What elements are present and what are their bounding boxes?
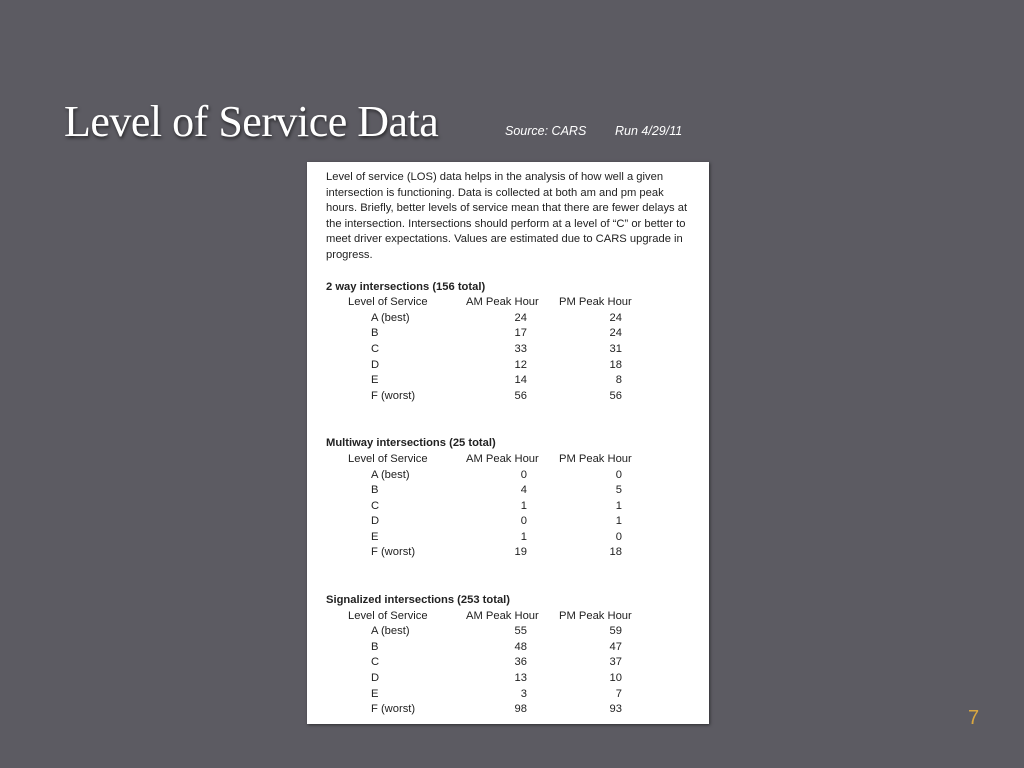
am-value-cell: 0 bbox=[520, 468, 527, 481]
pm-value-cell: 0 bbox=[615, 530, 622, 543]
los-cell: D bbox=[371, 515, 380, 528]
los-cell: C bbox=[371, 499, 380, 512]
table-row bbox=[326, 326, 709, 342]
am-value-cell: 24 bbox=[514, 311, 527, 324]
pm-value-cell: 0 bbox=[615, 468, 622, 481]
los-cell: A (best) bbox=[371, 625, 410, 638]
pm-value-cell: 93 bbox=[609, 703, 622, 716]
table-row bbox=[326, 358, 709, 374]
los-cell: F (worst) bbox=[371, 703, 416, 716]
table-row bbox=[326, 640, 709, 656]
table-row bbox=[326, 389, 709, 405]
am-value-cell: 1 bbox=[520, 499, 527, 512]
pm-value-cell: 56 bbox=[609, 389, 622, 402]
am-value-cell: 56 bbox=[514, 389, 527, 402]
los-cell: B bbox=[371, 640, 379, 653]
los-column-header: Level of Service bbox=[348, 452, 428, 465]
source-label: Source: CARS bbox=[505, 124, 587, 138]
section-title: Signalized intersections (253 total) bbox=[326, 594, 511, 607]
am-value-cell: 55 bbox=[514, 625, 527, 638]
intro-paragraph: Level of service (LOS) data helps in the analysis of how well a given intersection is functioning. Data is collected at both am and pm peak hours. Briefly, better levels of service mean that there are fewer delays at the intersection. Intersections should perform at a level of “C” or better to meet driver expectations. Values are estimated due to CARS upgrade in progress. bbox=[326, 171, 688, 261]
slide-title: Level of Service Data bbox=[64, 97, 439, 146]
section-title: Multiway intersections (25 total) bbox=[326, 437, 496, 450]
am-value-cell: 33 bbox=[514, 342, 527, 355]
am-value-cell: 48 bbox=[514, 640, 527, 653]
table-header-row bbox=[326, 609, 709, 625]
sections-container bbox=[326, 280, 709, 718]
los-cell: C bbox=[371, 342, 380, 355]
los-cell: D bbox=[371, 672, 380, 685]
run-date-label: Run 4/29/11 bbox=[615, 124, 683, 138]
los-cell: F (worst) bbox=[371, 546, 416, 559]
pm-value-cell: 5 bbox=[615, 484, 622, 497]
intersection-section bbox=[326, 436, 709, 561]
am-value-cell: 13 bbox=[514, 672, 527, 685]
table-row bbox=[326, 702, 709, 718]
table-header-row bbox=[326, 452, 709, 468]
pm-value-cell: 31 bbox=[609, 342, 622, 355]
am-value-cell: 14 bbox=[514, 374, 527, 387]
table-row bbox=[326, 373, 709, 389]
los-cell: B bbox=[371, 327, 379, 340]
los-cell: E bbox=[371, 687, 379, 700]
pm-value-cell: 1 bbox=[615, 499, 622, 512]
pm-value-cell: 59 bbox=[609, 625, 622, 638]
pm-value-cell: 8 bbox=[615, 374, 622, 387]
am-column-header: AM Peak Hour bbox=[466, 609, 539, 622]
los-column-header: Level of Service bbox=[348, 609, 428, 622]
pm-value-cell: 24 bbox=[609, 311, 622, 324]
pm-value-cell: 24 bbox=[609, 327, 622, 340]
los-cell: F (worst) bbox=[371, 389, 416, 402]
pm-column-header: PM Peak Hour bbox=[559, 609, 632, 622]
los-cell: A (best) bbox=[371, 468, 410, 481]
table-row bbox=[326, 687, 709, 703]
am-value-cell: 1 bbox=[520, 530, 527, 543]
pm-value-cell: 47 bbox=[609, 640, 622, 653]
am-value-cell: 0 bbox=[520, 515, 527, 528]
table-row bbox=[326, 671, 709, 687]
intersection-section bbox=[326, 280, 709, 405]
intersection-section bbox=[326, 593, 709, 718]
section-title: 2 way intersections (156 total) bbox=[326, 280, 486, 293]
pm-column-header: PM Peak Hour bbox=[559, 452, 632, 465]
am-value-cell: 98 bbox=[514, 703, 527, 716]
pm-value-cell: 37 bbox=[609, 656, 622, 669]
table-row bbox=[326, 530, 709, 546]
am-value-cell: 36 bbox=[514, 656, 527, 669]
los-cell: B bbox=[371, 484, 379, 497]
table-row bbox=[326, 468, 709, 484]
los-cell: C bbox=[371, 656, 380, 669]
pm-column-header: PM Peak Hour bbox=[559, 296, 632, 309]
table-header-row bbox=[326, 295, 709, 311]
pm-value-cell: 1 bbox=[615, 515, 622, 528]
los-cell: E bbox=[371, 530, 379, 543]
table-row bbox=[326, 655, 709, 671]
am-column-header: AM Peak Hour bbox=[466, 452, 539, 465]
table-row bbox=[326, 311, 709, 327]
am-value-cell: 12 bbox=[514, 358, 527, 371]
am-value-cell: 19 bbox=[514, 546, 527, 559]
table-row bbox=[326, 514, 709, 530]
pm-value-cell: 18 bbox=[609, 358, 622, 371]
los-cell: A (best) bbox=[371, 311, 410, 324]
los-cell: E bbox=[371, 374, 379, 387]
table-row bbox=[326, 545, 709, 561]
pm-value-cell: 10 bbox=[609, 672, 622, 685]
table-row bbox=[326, 499, 709, 515]
am-value-cell: 4 bbox=[520, 484, 527, 497]
los-cell: D bbox=[371, 358, 380, 371]
am-value-cell: 17 bbox=[514, 327, 527, 340]
table-row bbox=[326, 624, 709, 640]
los-column-header: Level of Service bbox=[348, 296, 428, 309]
am-column-header: AM Peak Hour bbox=[466, 296, 539, 309]
table-row bbox=[326, 342, 709, 358]
pm-value-cell: 7 bbox=[615, 687, 622, 700]
pm-value-cell: 18 bbox=[609, 546, 622, 559]
am-value-cell: 3 bbox=[520, 687, 527, 700]
table-row bbox=[326, 483, 709, 499]
document-panel bbox=[307, 162, 709, 724]
page-number: 7 bbox=[968, 707, 980, 729]
